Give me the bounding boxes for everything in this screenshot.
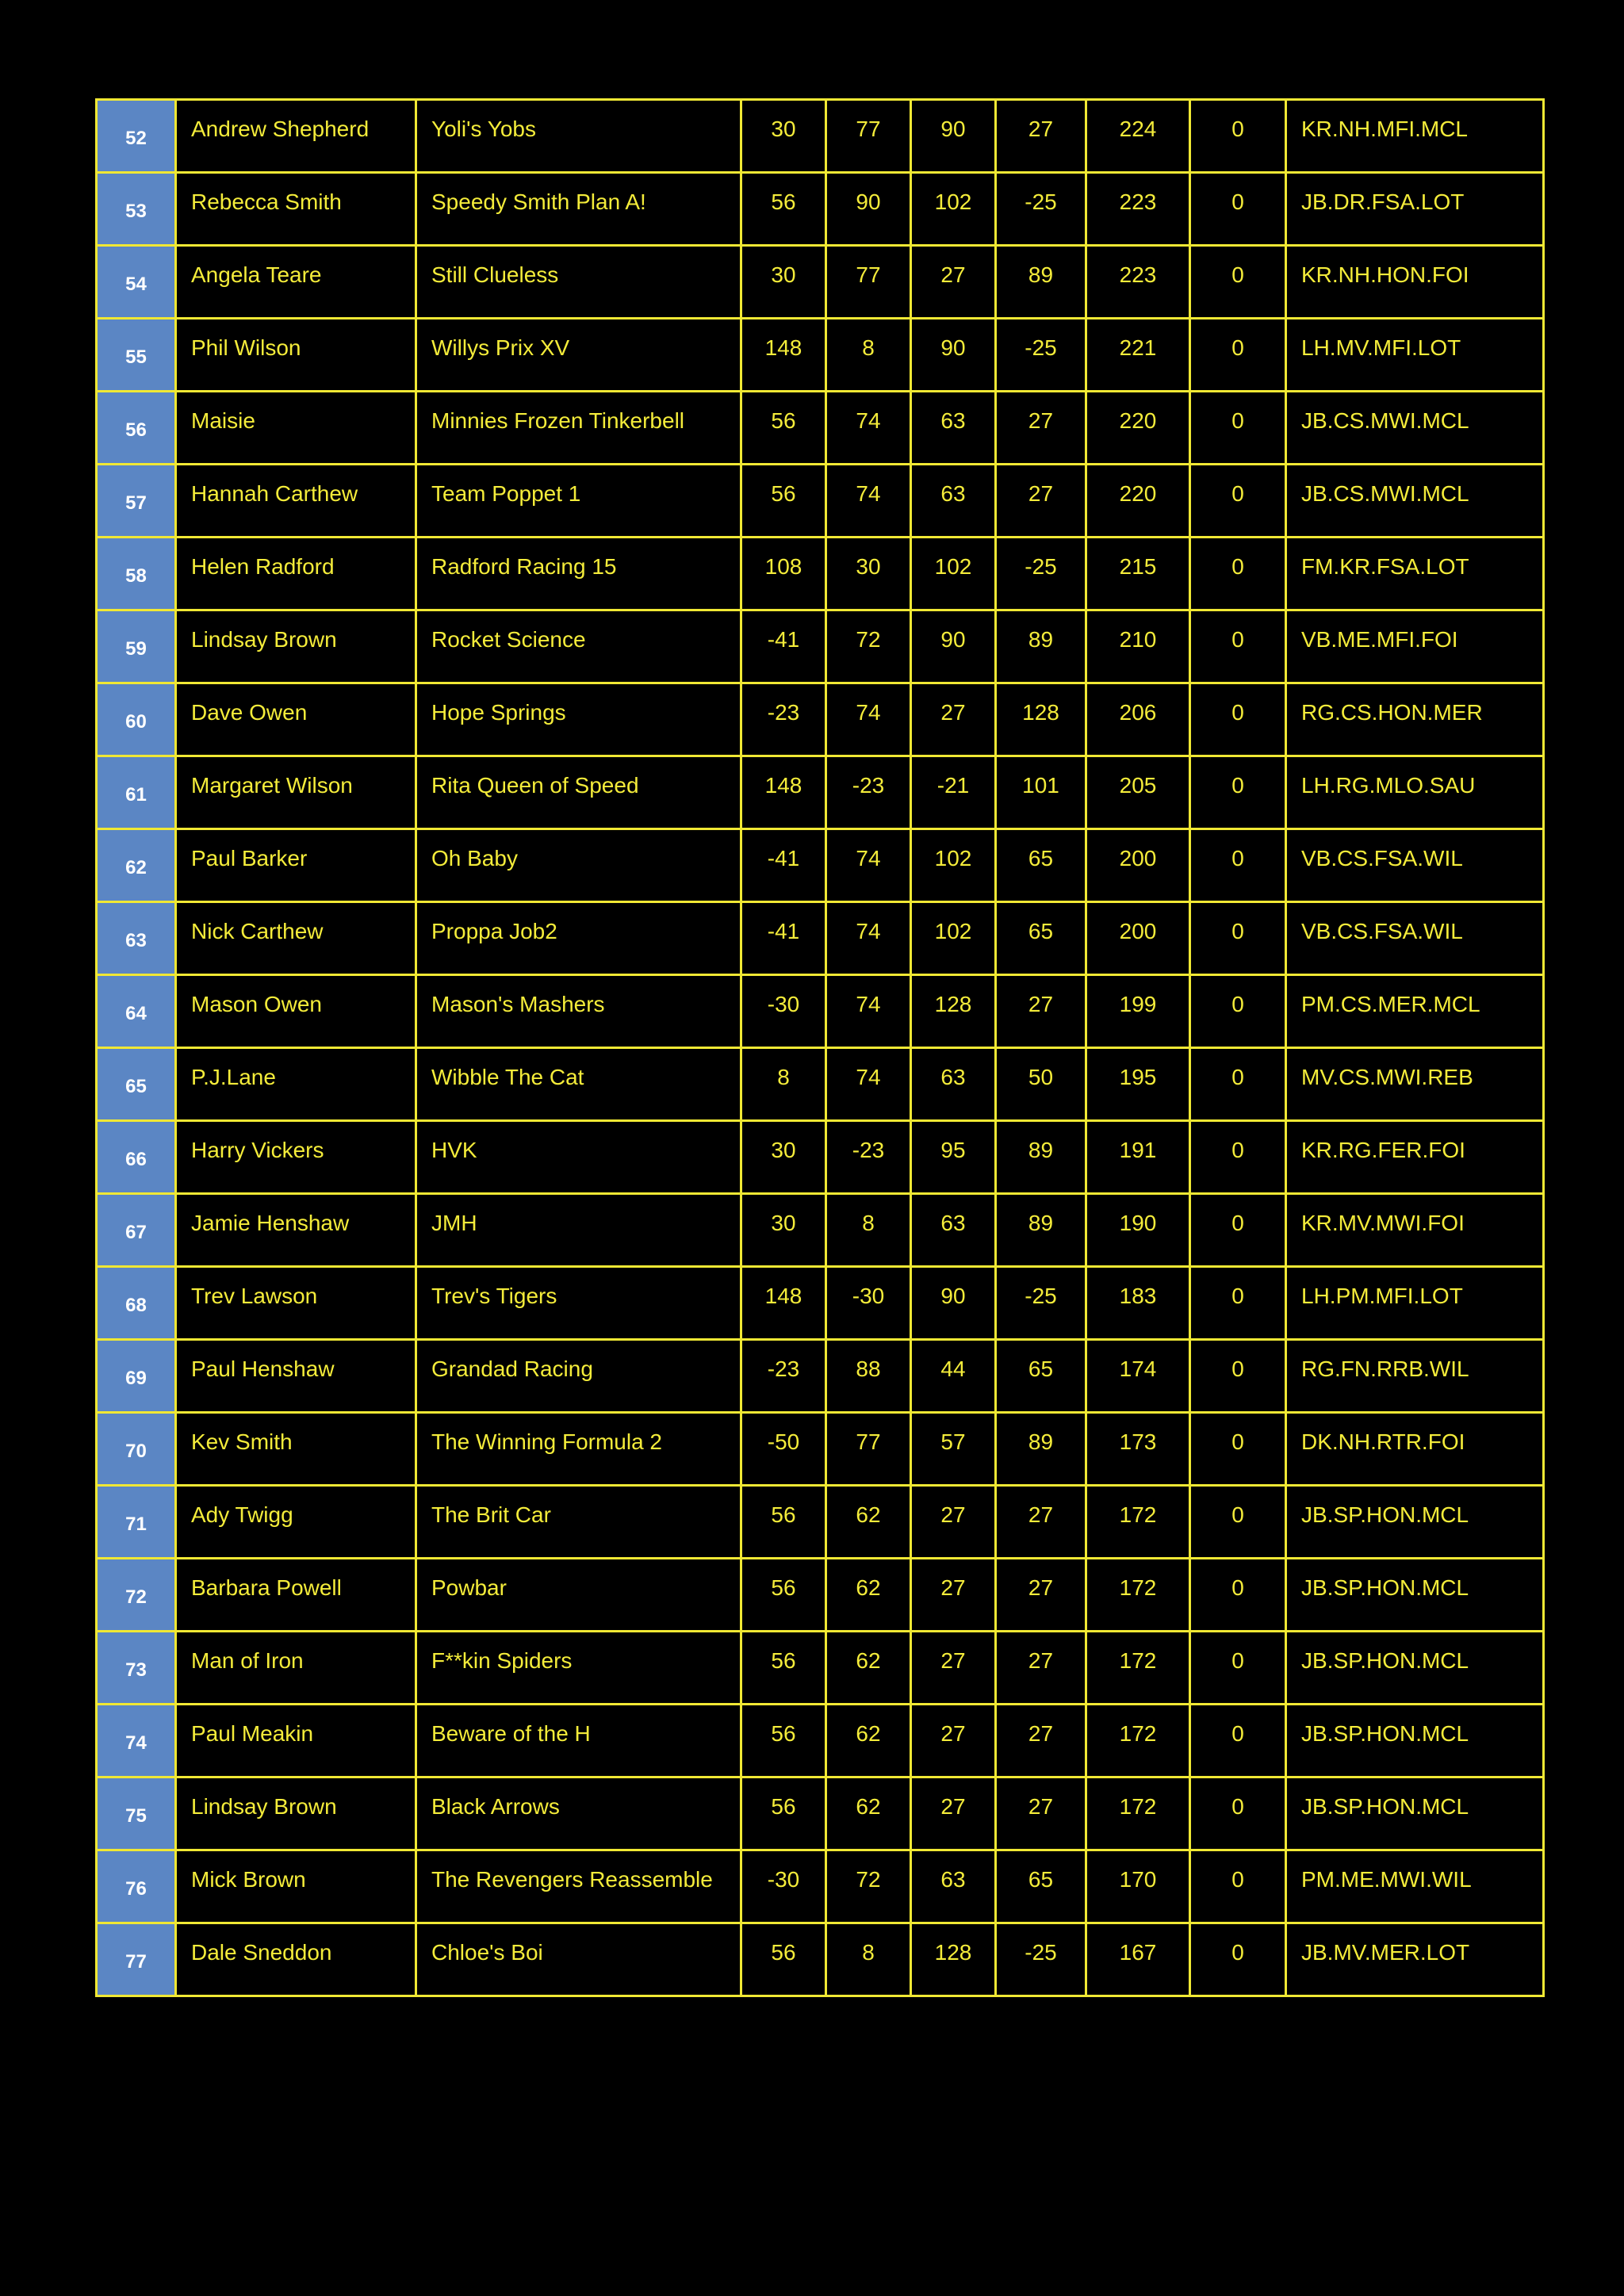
- driver-name-cell: P.J.Lane: [176, 1048, 416, 1121]
- driver-name-cell: Rebecca Smith: [176, 173, 416, 246]
- score-3-cell: 90: [911, 319, 996, 392]
- score-2-cell: 74: [826, 975, 911, 1048]
- score-3-cell: 102: [911, 902, 996, 975]
- extra-points-cell: 0: [1190, 902, 1286, 975]
- position-cell: 53: [97, 173, 176, 246]
- table-row: [97, 756, 1544, 829]
- score-1-cell: 56: [741, 1486, 826, 1559]
- score-4-cell: 65: [996, 1850, 1086, 1923]
- extra-points-cell: 0: [1190, 1850, 1286, 1923]
- driver-name-cell: Man of Iron: [176, 1632, 416, 1705]
- score-1-cell: 148: [741, 756, 826, 829]
- total-points-cell: 173: [1086, 1413, 1190, 1486]
- total-points-cell: 200: [1086, 902, 1190, 975]
- position-cell: 54: [97, 246, 176, 319]
- score-3-cell: 128: [911, 975, 996, 1048]
- score-3-cell: 27: [911, 683, 996, 756]
- score-3-cell: 27: [911, 1486, 996, 1559]
- score-1-cell: 30: [741, 1121, 826, 1194]
- table-row: [97, 975, 1544, 1048]
- total-points-cell: 220: [1086, 465, 1190, 538]
- score-4-cell: -25: [996, 1923, 1086, 1996]
- driver-name-cell: Hannah Carthew: [176, 465, 416, 538]
- score-2-cell: 74: [826, 392, 911, 465]
- position-cell: 75: [97, 1777, 176, 1850]
- position-cell: 61: [97, 756, 176, 829]
- score-2-cell: 74: [826, 1048, 911, 1121]
- score-3-cell: 27: [911, 1559, 996, 1632]
- score-1-cell: 108: [741, 538, 826, 610]
- score-4-cell: 27: [996, 975, 1086, 1048]
- team-name-cell: Speedy Smith Plan A!: [416, 173, 741, 246]
- driver-name-cell: Lindsay Brown: [176, 1777, 416, 1850]
- score-3-cell: 57: [911, 1413, 996, 1486]
- selection-code-cell: KR.NH.HON.FOI: [1286, 246, 1544, 319]
- table-row: [97, 100, 1544, 173]
- score-3-cell: 63: [911, 1850, 996, 1923]
- score-2-cell: 62: [826, 1705, 911, 1777]
- score-4-cell: 27: [996, 1559, 1086, 1632]
- score-4-cell: 89: [996, 1121, 1086, 1194]
- score-4-cell: 101: [996, 756, 1086, 829]
- selection-code-cell: KR.NH.MFI.MCL: [1286, 100, 1544, 173]
- extra-points-cell: 0: [1190, 683, 1286, 756]
- table-row: [97, 610, 1544, 683]
- team-name-cell: Black Arrows: [416, 1777, 741, 1850]
- score-2-cell: 62: [826, 1559, 911, 1632]
- extra-points-cell: 0: [1190, 829, 1286, 902]
- driver-name-cell: Maisie: [176, 392, 416, 465]
- score-1-cell: 30: [741, 246, 826, 319]
- score-3-cell: 102: [911, 173, 996, 246]
- standings-table: [95, 98, 1545, 1997]
- score-1-cell: 148: [741, 1267, 826, 1340]
- score-3-cell: 27: [911, 1705, 996, 1777]
- score-4-cell: 89: [996, 246, 1086, 319]
- score-3-cell: 90: [911, 610, 996, 683]
- driver-name-cell: Helen Radford: [176, 538, 416, 610]
- score-2-cell: 72: [826, 610, 911, 683]
- total-points-cell: 172: [1086, 1777, 1190, 1850]
- team-name-cell: Hope Springs: [416, 683, 741, 756]
- selection-code-cell: JB.CS.MWI.MCL: [1286, 465, 1544, 538]
- table-row: [97, 1632, 1544, 1705]
- extra-points-cell: 0: [1190, 1486, 1286, 1559]
- position-cell: 77: [97, 1923, 176, 1996]
- score-3-cell: 102: [911, 829, 996, 902]
- selection-code-cell: RG.FN.RRB.WIL: [1286, 1340, 1544, 1413]
- position-cell: 64: [97, 975, 176, 1048]
- score-4-cell: 27: [996, 100, 1086, 173]
- table-row: [97, 392, 1544, 465]
- position-cell: 76: [97, 1850, 176, 1923]
- score-2-cell: 77: [826, 1413, 911, 1486]
- position-cell: 70: [97, 1413, 176, 1486]
- table-row: [97, 173, 1544, 246]
- score-3-cell: 63: [911, 392, 996, 465]
- score-2-cell: 74: [826, 902, 911, 975]
- team-name-cell: Oh Baby: [416, 829, 741, 902]
- score-3-cell: 27: [911, 246, 996, 319]
- driver-name-cell: Mason Owen: [176, 975, 416, 1048]
- score-4-cell: -25: [996, 1267, 1086, 1340]
- position-cell: 57: [97, 465, 176, 538]
- score-3-cell: 63: [911, 1048, 996, 1121]
- extra-points-cell: 0: [1190, 1413, 1286, 1486]
- table-row: [97, 1559, 1544, 1632]
- team-name-cell: The Brit Car: [416, 1486, 741, 1559]
- extra-points-cell: 0: [1190, 246, 1286, 319]
- table-row: [97, 1486, 1544, 1559]
- score-2-cell: 62: [826, 1486, 911, 1559]
- position-cell: 63: [97, 902, 176, 975]
- selection-code-cell: PM.ME.MWI.WIL: [1286, 1850, 1544, 1923]
- score-3-cell: -21: [911, 756, 996, 829]
- extra-points-cell: 0: [1190, 610, 1286, 683]
- position-cell: 60: [97, 683, 176, 756]
- table-row: [97, 1413, 1544, 1486]
- driver-name-cell: Barbara Powell: [176, 1559, 416, 1632]
- score-3-cell: 95: [911, 1121, 996, 1194]
- total-points-cell: 172: [1086, 1559, 1190, 1632]
- score-2-cell: -30: [826, 1267, 911, 1340]
- total-points-cell: 221: [1086, 319, 1190, 392]
- position-cell: 65: [97, 1048, 176, 1121]
- score-3-cell: 27: [911, 1777, 996, 1850]
- score-4-cell: 27: [996, 465, 1086, 538]
- standings-body: [97, 100, 1544, 1996]
- score-4-cell: 65: [996, 829, 1086, 902]
- team-name-cell: JMH: [416, 1194, 741, 1267]
- total-points-cell: 205: [1086, 756, 1190, 829]
- extra-points-cell: 0: [1190, 756, 1286, 829]
- total-points-cell: 223: [1086, 246, 1190, 319]
- selection-code-cell: VB.CS.FSA.WIL: [1286, 829, 1544, 902]
- driver-name-cell: Paul Barker: [176, 829, 416, 902]
- team-name-cell: Proppa Job2: [416, 902, 741, 975]
- team-name-cell: Willys Prix XV: [416, 319, 741, 392]
- extra-points-cell: 0: [1190, 1048, 1286, 1121]
- score-4-cell: 27: [996, 1486, 1086, 1559]
- team-name-cell: Beware of the H: [416, 1705, 741, 1777]
- score-4-cell: 89: [996, 1413, 1086, 1486]
- score-1-cell: 56: [741, 465, 826, 538]
- score-3-cell: 27: [911, 1632, 996, 1705]
- score-2-cell: 88: [826, 1340, 911, 1413]
- total-points-cell: 224: [1086, 100, 1190, 173]
- score-2-cell: -23: [826, 756, 911, 829]
- total-points-cell: 174: [1086, 1340, 1190, 1413]
- team-name-cell: Yoli's Yobs: [416, 100, 741, 173]
- score-3-cell: 102: [911, 538, 996, 610]
- position-cell: 69: [97, 1340, 176, 1413]
- driver-name-cell: Jamie Henshaw: [176, 1194, 416, 1267]
- extra-points-cell: 0: [1190, 1705, 1286, 1777]
- total-points-cell: 223: [1086, 173, 1190, 246]
- total-points-cell: 199: [1086, 975, 1190, 1048]
- score-4-cell: 65: [996, 1340, 1086, 1413]
- position-cell: 71: [97, 1486, 176, 1559]
- extra-points-cell: 0: [1190, 1777, 1286, 1850]
- score-2-cell: 77: [826, 100, 911, 173]
- total-points-cell: 200: [1086, 829, 1190, 902]
- table-row: [97, 1048, 1544, 1121]
- score-3-cell: 63: [911, 1194, 996, 1267]
- table-row: [97, 1923, 1544, 1996]
- position-cell: 55: [97, 319, 176, 392]
- team-name-cell: Powbar: [416, 1559, 741, 1632]
- total-points-cell: 172: [1086, 1632, 1190, 1705]
- selection-code-cell: FM.KR.FSA.LOT: [1286, 538, 1544, 610]
- position-cell: 59: [97, 610, 176, 683]
- score-3-cell: 90: [911, 100, 996, 173]
- selection-code-cell: JB.SP.HON.MCL: [1286, 1705, 1544, 1777]
- score-2-cell: 30: [826, 538, 911, 610]
- position-cell: 68: [97, 1267, 176, 1340]
- selection-code-cell: JB.SP.HON.MCL: [1286, 1559, 1544, 1632]
- team-name-cell: Team Poppet 1: [416, 465, 741, 538]
- selection-code-cell: JB.MV.MER.LOT: [1286, 1923, 1544, 1996]
- score-2-cell: 77: [826, 246, 911, 319]
- table-row: [97, 1850, 1544, 1923]
- score-4-cell: -25: [996, 538, 1086, 610]
- table-row: [97, 1121, 1544, 1194]
- selection-code-cell: JB.SP.HON.MCL: [1286, 1632, 1544, 1705]
- total-points-cell: 190: [1086, 1194, 1190, 1267]
- selection-code-cell: MV.CS.MWI.REB: [1286, 1048, 1544, 1121]
- team-name-cell: Grandad Racing: [416, 1340, 741, 1413]
- total-points-cell: 215: [1086, 538, 1190, 610]
- score-4-cell: 50: [996, 1048, 1086, 1121]
- team-name-cell: Chloe's Boi: [416, 1923, 741, 1996]
- extra-points-cell: 0: [1190, 173, 1286, 246]
- table-row: [97, 1705, 1544, 1777]
- total-points-cell: 167: [1086, 1923, 1190, 1996]
- score-3-cell: 128: [911, 1923, 996, 1996]
- team-name-cell: Minnies Frozen Tinkerbell: [416, 392, 741, 465]
- position-cell: 58: [97, 538, 176, 610]
- driver-name-cell: Kev Smith: [176, 1413, 416, 1486]
- selection-code-cell: VB.ME.MFI.FOI: [1286, 610, 1544, 683]
- driver-name-cell: Andrew Shepherd: [176, 100, 416, 173]
- position-cell: 67: [97, 1194, 176, 1267]
- score-1-cell: 56: [741, 1777, 826, 1850]
- extra-points-cell: 0: [1190, 465, 1286, 538]
- score-1-cell: 56: [741, 1923, 826, 1996]
- score-4-cell: -25: [996, 319, 1086, 392]
- position-cell: 52: [97, 100, 176, 173]
- total-points-cell: 183: [1086, 1267, 1190, 1340]
- table-row: [97, 538, 1544, 610]
- selection-code-cell: LH.PM.MFI.LOT: [1286, 1267, 1544, 1340]
- score-4-cell: 27: [996, 1777, 1086, 1850]
- score-1-cell: 30: [741, 100, 826, 173]
- team-name-cell: Rocket Science: [416, 610, 741, 683]
- extra-points-cell: 0: [1190, 975, 1286, 1048]
- extra-points-cell: 0: [1190, 1267, 1286, 1340]
- driver-name-cell: Nick Carthew: [176, 902, 416, 975]
- score-1-cell: -30: [741, 1850, 826, 1923]
- driver-name-cell: Paul Meakin: [176, 1705, 416, 1777]
- score-1-cell: 56: [741, 173, 826, 246]
- team-name-cell: The Winning Formula 2: [416, 1413, 741, 1486]
- extra-points-cell: 0: [1190, 1923, 1286, 1996]
- score-4-cell: 89: [996, 1194, 1086, 1267]
- team-name-cell: F**kin Spiders: [416, 1632, 741, 1705]
- team-name-cell: Wibble The Cat: [416, 1048, 741, 1121]
- selection-code-cell: KR.MV.MWI.FOI: [1286, 1194, 1544, 1267]
- score-3-cell: 90: [911, 1267, 996, 1340]
- score-2-cell: 72: [826, 1850, 911, 1923]
- score-1-cell: -41: [741, 610, 826, 683]
- score-2-cell: 74: [826, 683, 911, 756]
- table-row: [97, 1267, 1544, 1340]
- total-points-cell: 172: [1086, 1705, 1190, 1777]
- score-1-cell: -23: [741, 683, 826, 756]
- score-4-cell: 128: [996, 683, 1086, 756]
- score-3-cell: 63: [911, 465, 996, 538]
- selection-code-cell: VB.CS.FSA.WIL: [1286, 902, 1544, 975]
- selection-code-cell: JB.DR.FSA.LOT: [1286, 173, 1544, 246]
- total-points-cell: 210: [1086, 610, 1190, 683]
- selection-code-cell: LH.MV.MFI.LOT: [1286, 319, 1544, 392]
- team-name-cell: Trev's Tigers: [416, 1267, 741, 1340]
- score-4-cell: -25: [996, 173, 1086, 246]
- score-4-cell: 89: [996, 610, 1086, 683]
- score-1-cell: 56: [741, 1705, 826, 1777]
- extra-points-cell: 0: [1190, 319, 1286, 392]
- team-name-cell: Mason's Mashers: [416, 975, 741, 1048]
- position-cell: 73: [97, 1632, 176, 1705]
- driver-name-cell: Dale Sneddon: [176, 1923, 416, 1996]
- score-2-cell: 74: [826, 465, 911, 538]
- selection-code-cell: JB.SP.HON.MCL: [1286, 1486, 1544, 1559]
- total-points-cell: 172: [1086, 1486, 1190, 1559]
- table-row: [97, 1340, 1544, 1413]
- extra-points-cell: 0: [1190, 1340, 1286, 1413]
- position-cell: 62: [97, 829, 176, 902]
- position-cell: 72: [97, 1559, 176, 1632]
- score-1-cell: 30: [741, 1194, 826, 1267]
- team-name-cell: Rita Queen of Speed: [416, 756, 741, 829]
- score-1-cell: -23: [741, 1340, 826, 1413]
- total-points-cell: 170: [1086, 1850, 1190, 1923]
- table-row: [97, 246, 1544, 319]
- driver-name-cell: Lindsay Brown: [176, 610, 416, 683]
- score-1-cell: 56: [741, 1632, 826, 1705]
- extra-points-cell: 0: [1190, 1121, 1286, 1194]
- table-row: [97, 829, 1544, 902]
- score-1-cell: 56: [741, 392, 826, 465]
- driver-name-cell: Mick Brown: [176, 1850, 416, 1923]
- table-row: [97, 683, 1544, 756]
- extra-points-cell: 0: [1190, 1632, 1286, 1705]
- extra-points-cell: 0: [1190, 1559, 1286, 1632]
- team-name-cell: Still Clueless: [416, 246, 741, 319]
- total-points-cell: 191: [1086, 1121, 1190, 1194]
- score-4-cell: 27: [996, 1632, 1086, 1705]
- team-name-cell: Radford Racing 15: [416, 538, 741, 610]
- score-1-cell: -41: [741, 829, 826, 902]
- position-cell: 56: [97, 392, 176, 465]
- driver-name-cell: Trev Lawson: [176, 1267, 416, 1340]
- selection-code-cell: LH.RG.MLO.SAU: [1286, 756, 1544, 829]
- score-4-cell: 27: [996, 1705, 1086, 1777]
- total-points-cell: 220: [1086, 392, 1190, 465]
- score-1-cell: -30: [741, 975, 826, 1048]
- score-1-cell: 148: [741, 319, 826, 392]
- selection-code-cell: KR.RG.FER.FOI: [1286, 1121, 1544, 1194]
- table-row: [97, 465, 1544, 538]
- extra-points-cell: 0: [1190, 538, 1286, 610]
- driver-name-cell: Harry Vickers: [176, 1121, 416, 1194]
- team-name-cell: HVK: [416, 1121, 741, 1194]
- selection-code-cell: JB.CS.MWI.MCL: [1286, 392, 1544, 465]
- score-2-cell: 8: [826, 319, 911, 392]
- extra-points-cell: 0: [1190, 100, 1286, 173]
- score-2-cell: 74: [826, 829, 911, 902]
- score-3-cell: 44: [911, 1340, 996, 1413]
- extra-points-cell: 0: [1190, 392, 1286, 465]
- score-1-cell: 56: [741, 1559, 826, 1632]
- driver-name-cell: Ady Twigg: [176, 1486, 416, 1559]
- score-1-cell: -41: [741, 902, 826, 975]
- table-row: [97, 902, 1544, 975]
- total-points-cell: 195: [1086, 1048, 1190, 1121]
- position-cell: 66: [97, 1121, 176, 1194]
- table-row: [97, 1777, 1544, 1850]
- selection-code-cell: DK.NH.RTR.FOI: [1286, 1413, 1544, 1486]
- position-cell: 74: [97, 1705, 176, 1777]
- score-4-cell: 27: [996, 392, 1086, 465]
- driver-name-cell: Paul Henshaw: [176, 1340, 416, 1413]
- extra-points-cell: 0: [1190, 1194, 1286, 1267]
- score-1-cell: 8: [741, 1048, 826, 1121]
- score-2-cell: 62: [826, 1777, 911, 1850]
- selection-code-cell: JB.SP.HON.MCL: [1286, 1777, 1544, 1850]
- table-row: [97, 319, 1544, 392]
- score-2-cell: 8: [826, 1923, 911, 1996]
- score-2-cell: -23: [826, 1121, 911, 1194]
- driver-name-cell: Phil Wilson: [176, 319, 416, 392]
- driver-name-cell: Angela Teare: [176, 246, 416, 319]
- score-2-cell: 8: [826, 1194, 911, 1267]
- selection-code-cell: RG.CS.HON.MER: [1286, 683, 1544, 756]
- driver-name-cell: Dave Owen: [176, 683, 416, 756]
- table-row: [97, 1194, 1544, 1267]
- score-4-cell: 65: [996, 902, 1086, 975]
- team-name-cell: The Revengers Reassemble: [416, 1850, 741, 1923]
- selection-code-cell: PM.CS.MER.MCL: [1286, 975, 1544, 1048]
- score-2-cell: 90: [826, 173, 911, 246]
- score-2-cell: 62: [826, 1632, 911, 1705]
- driver-name-cell: Margaret Wilson: [176, 756, 416, 829]
- score-1-cell: -50: [741, 1413, 826, 1486]
- total-points-cell: 206: [1086, 683, 1190, 756]
